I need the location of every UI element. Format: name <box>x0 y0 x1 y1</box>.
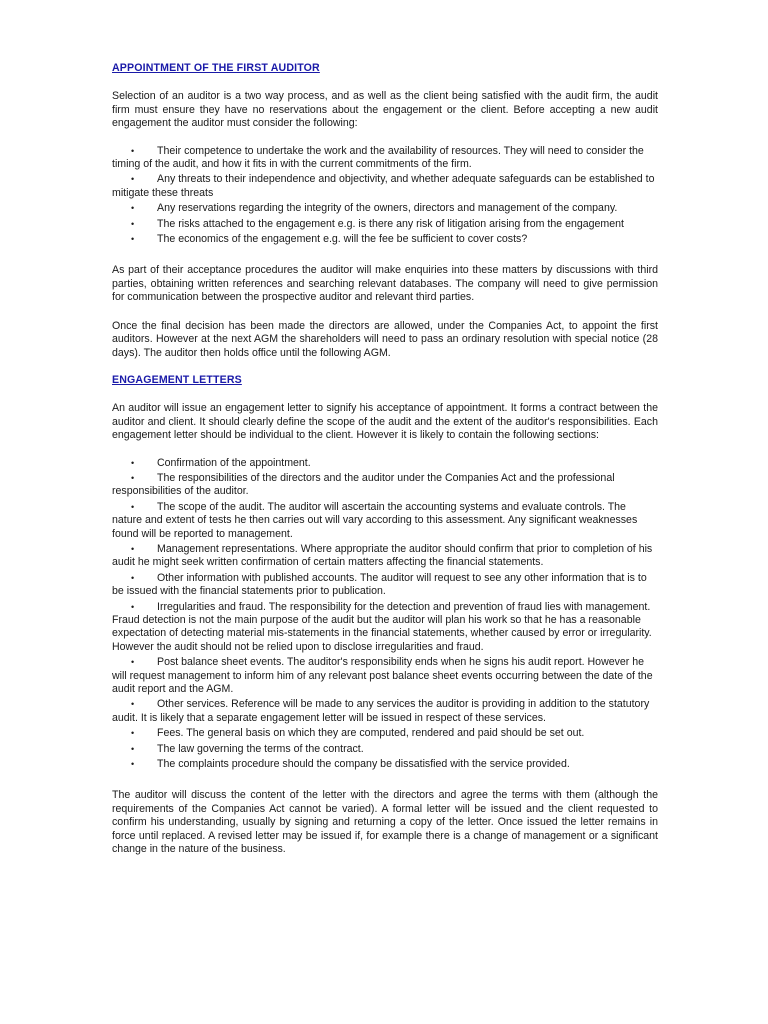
list-item <box>112 543 658 570</box>
list-item-text: Any threats to their independence and objectivity, and whether adequate safeguards can be established to mitigate these threats <box>112 173 655 199</box>
list-item <box>112 233 658 246</box>
list-item <box>112 727 658 740</box>
closing-paragraph: The auditor will discuss the content of the letter with the directors and agree the terms with them (although the requirements of the Companies Act cannot be varied). A formal letter will be issued and the client requested to confirm his understanding, usually by signing and returning a copy of the letter. Once issued the letter remains in force until replaced. A revised letter may be issued if, for example there is a change of management or a significant change in the nature of the business. <box>112 789 658 856</box>
list-item-text: The scope of the audit. The auditor will ascertain the accounting systems and evaluate controls. The nature and extent of tests he then carries out will vary according to this assessment. Any significant weaknesses found will be reported to management. <box>112 500 638 540</box>
bullet-icon: • <box>131 699 135 710</box>
list-item <box>112 698 658 725</box>
bullet-icon: • <box>131 234 135 245</box>
final-decision-paragraph: Once the final decision has been made the directors are allowed, under the Companies Act, to appoint the first auditors. However at the next AGM the shareholders will need to pass an ordinary resolution with special notice (28 days). The auditor then holds office until the following AGM. <box>112 319 658 359</box>
appointment-intro-paragraph: Selection of an auditor is a two way process, and as well as the client being satisfied with the audit firm, the audit firm must ensure they have no reservations about the engagement or the client. Before accepting a new audit engagement the auditor must consider the following: <box>112 90 658 130</box>
list-item <box>112 457 658 470</box>
appointment-considerations-list <box>112 145 658 247</box>
list-item <box>112 572 658 599</box>
bullet-icon: • <box>131 472 135 483</box>
list-item-text: The economics of the engagement e.g. will the fee be sufficient to cover costs? <box>157 233 528 246</box>
list-item <box>112 173 658 200</box>
list-item-text: The risks attached to the engagement e.g. is there any risk of litigation arising from the engagement <box>157 217 624 230</box>
bullet-icon: • <box>131 501 135 512</box>
list-item <box>112 202 658 215</box>
list-item <box>112 501 658 541</box>
engagement-sections-list <box>112 457 658 772</box>
bullet-icon: • <box>131 572 135 583</box>
list-item-text: The law governing the terms of the contract. <box>157 742 364 755</box>
bullet-icon: • <box>131 728 135 739</box>
acceptance-procedures-paragraph: As part of their acceptance procedures the auditor will make enquiries into these matters by discussions with third parties, obtaining written references and searching relevant databases. The company will need to give permission for communication between the prospective auditor and relevant third parties. <box>112 264 658 304</box>
bullet-icon: • <box>131 218 135 229</box>
list-item <box>112 145 658 172</box>
bullet-icon: • <box>131 759 135 770</box>
bullet-icon: • <box>131 203 135 214</box>
bullet-icon: • <box>131 457 135 468</box>
list-item-text: Confirmation of the appointment. <box>157 456 311 469</box>
list-item-text: Their competence to undertake the work and the availability of resources. They will need to consider the timing of the audit, and how it fits in with the current commitments of the firm. <box>112 144 644 171</box>
bullet-icon: • <box>131 145 135 156</box>
bullet-icon: • <box>131 174 135 185</box>
list-item-text: Other services. Reference will be made to any services the auditor is providing in addition to the statutory audit. It is likely that a separate engagement letter will be issued in respect of these services. <box>112 698 650 724</box>
list-item-text: Other information with published accounts. The auditor will request to see any other information that is to be issued with the financial statements prior to publication. <box>112 571 647 598</box>
bullet-icon: • <box>131 543 135 554</box>
list-item-text: Post balance sheet events. The auditor's responsibility ends when he signs his audit report. However he will request management to inform him of any relevant post balance sheet events occurring between the date of the audit report and the AGM. <box>112 656 653 696</box>
document-content <box>112 62 658 857</box>
list-item <box>112 656 658 696</box>
section-heading-appointment: APPOINTMENT OF THE FIRST AUDITOR <box>112 62 320 74</box>
list-item-text: The responsibilities of the directors and the auditor under the Companies Act and the professional responsibilities of the auditor. <box>112 471 615 498</box>
list-item-text: Any reservations regarding the integrity of the owners, directors and management of the company. <box>157 202 618 215</box>
list-item-text: Irregularities and fraud. The responsibility for the detection and prevention of fraud lies with management. Fraud detection is not the main purpose of the audit but the auditor will plan his work so that he has a reasonable expectation of detecting material mis-statements in the financial statements, whether caused by error or irregularity. However the audit should not be relied upon to disclose irregularities and fraud. <box>112 600 652 653</box>
list-item-text: Management representations. Where appropriate the auditor should confirm that prior to completion of his audit he might seek written confirmation of certain matters affecting the financial statements. <box>112 542 653 569</box>
list-item-text: Fees. The general basis on which they are computed, rendered and paid should be set out. <box>157 727 585 740</box>
list-item <box>112 758 658 771</box>
list-item <box>112 218 658 231</box>
list-item <box>112 601 658 655</box>
bullet-icon: • <box>131 743 135 754</box>
list-item <box>112 472 658 499</box>
bullet-icon: • <box>131 657 135 668</box>
section-heading-engagement-letters: ENGAGEMENT LETTERS <box>112 373 242 386</box>
engagement-intro-paragraph: An auditor will issue an engagement letter to signify his acceptance of appointment. It forms a contract between the auditor and client. It should clearly define the scope of the audit and the extent of the auditor's responsibilities. Each engagement letter should be individual to the client. However it is likely to contain the following sections: <box>112 402 658 442</box>
list-item <box>112 743 658 756</box>
list-item-text: The complaints procedure should the company be dissatisfied with the service provided. <box>157 758 570 771</box>
bullet-icon: • <box>131 601 135 612</box>
